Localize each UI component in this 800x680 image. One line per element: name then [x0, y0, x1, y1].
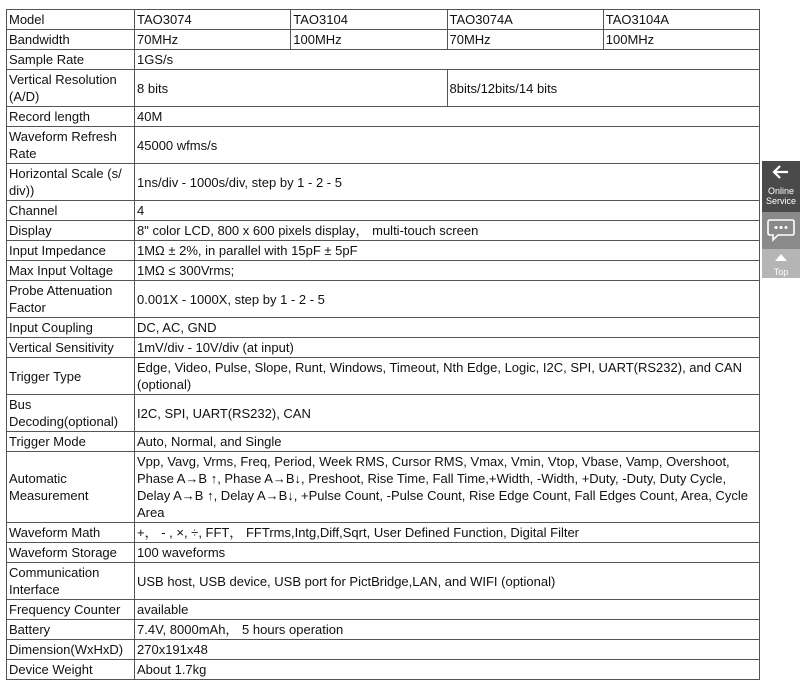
table-label: Battery: [7, 620, 135, 640]
table-cell: 45000 wfms/s: [135, 127, 760, 164]
table-cell: Vpp, Vavg, Vrms, Freq, Period, Week RMS, Cursor RMS, Vmax, Vmin, Vtop, Vbase, Vamp, Overshoot, Phase A→B ↑, Phase A→B↓, Preshoot, Rise Time, Fall Time,+Width, -Width, +Duty, -Duty, Duty Cycle, Delay A→B ↑, Delay A→B↓, +Pulse Count, -Pulse Count, Rise Edge Count, Fall Edges Count, Area, Cycle Area: [135, 452, 760, 523]
table-row: [7, 543, 760, 563]
table-label: Dimension(WxHxD): [7, 640, 135, 660]
table-cell: 4: [135, 201, 760, 221]
table-cell: USB host, USB device, USB port for PictBridge,LAN, and WIFI (optional): [135, 563, 760, 600]
table-label: Sample Rate: [7, 50, 135, 70]
table-cell: I2C, SPI, UART(RS232), CAN: [135, 395, 760, 432]
table-row-bandwidth: [7, 30, 760, 50]
table-row: [7, 432, 760, 452]
table-label: Vertical Resolution (A/D): [7, 70, 135, 107]
online-service-label: Online Service: [765, 186, 796, 206]
table-row: [7, 660, 760, 680]
table-row: [7, 241, 760, 261]
table-label: Bandwidth: [7, 30, 135, 50]
back-arrow-icon: [762, 161, 800, 186]
table-cell: 70MHz: [135, 30, 291, 50]
table-row: [7, 620, 760, 640]
table-label: Waveform Storage: [7, 543, 135, 563]
table-row: [7, 600, 760, 620]
table-label: Input Coupling: [7, 318, 135, 338]
table-cell: 1mV/div - 10V/div (at input): [135, 338, 760, 358]
table-row-sample-rate: [7, 50, 760, 70]
spec-table: [6, 9, 760, 680]
table-cell: 8bits/12bits/14 bits: [447, 70, 760, 107]
table-cell: 7.4V, 8000mAh， 5 hours operation: [135, 620, 760, 640]
table-cell: 1GS/s: [135, 50, 760, 70]
table-cell: DC, AC, GND: [135, 318, 760, 338]
table-label: Input Impedance: [7, 241, 135, 261]
top-label: Top: [773, 267, 789, 277]
table-cell: 1MΩ ± 2%, in parallel with 15pF ± 5pF: [135, 241, 760, 261]
table-label: Trigger Mode: [7, 432, 135, 452]
table-row: [7, 261, 760, 281]
table-row: [7, 358, 760, 395]
table-label: Automatic Measurement: [7, 452, 135, 523]
table-label: Vertical Sensitivity: [7, 338, 135, 358]
table-cell: available: [135, 600, 760, 620]
table-row: [7, 281, 760, 318]
table-cell: 1ns/div - 1000s/div, step by 1 - 2 - 5: [135, 164, 760, 201]
table-cell: TAO3074: [135, 10, 291, 30]
table-cell: +， - , ×, ÷, FFT， FFTrms,Intg,Diff,Sqrt, User Defined Function, Digital Filter: [135, 523, 760, 543]
table-cell: 100 waveforms: [135, 543, 760, 563]
top-button[interactable]: [762, 249, 800, 278]
table-cell: TAO3104A: [603, 10, 759, 30]
table-row: [7, 563, 760, 600]
table-cell: 270x191x48: [135, 640, 760, 660]
table-label: Horizontal Scale (s/ div)): [7, 164, 135, 201]
table-label: Communication Interface: [7, 563, 135, 600]
table-cell: 40M: [135, 107, 760, 127]
table-cell: 70MHz: [447, 30, 603, 50]
table-cell: 0.001X - 1000X, step by 1 - 2 - 5: [135, 281, 760, 318]
table-label: Display: [7, 221, 135, 241]
chat-icon: [762, 212, 800, 248]
table-cell: TAO3104: [291, 10, 447, 30]
table-cell: 100MHz: [603, 30, 759, 50]
table-cell: TAO3074A: [447, 10, 603, 30]
table-label: Device Weight: [7, 660, 135, 680]
table-cell: 8" color LCD, 800 x 600 pixels display， multi-touch screen: [135, 221, 760, 241]
table-label: Waveform Refresh Rate: [7, 127, 135, 164]
table-label: Record length: [7, 107, 135, 127]
table-row: [7, 338, 760, 358]
table-label: Waveform Math: [7, 523, 135, 543]
table-label: Model: [7, 10, 135, 30]
table-row-model: [7, 10, 760, 30]
table-cell: Edge, Video, Pulse, Slope, Runt, Windows, Timeout, Nth Edge, Logic, I2C, SPI, UART(RS232), and CAN (optional): [135, 358, 760, 395]
table-row: [7, 452, 760, 523]
table-cell: 1MΩ ≤ 300Vrms;: [135, 261, 760, 281]
table-label: Channel: [7, 201, 135, 221]
table-row: [7, 107, 760, 127]
online-service-button[interactable]: [762, 161, 800, 212]
table-row: [7, 201, 760, 221]
table-cell: Auto, Normal, and Single: [135, 432, 760, 452]
table-label: Frequency Counter: [7, 600, 135, 620]
table-row: [7, 318, 760, 338]
table-row: [7, 164, 760, 201]
table-row-vertical-resolution: [7, 70, 760, 107]
table-row: [7, 127, 760, 164]
table-cell: 100MHz: [291, 30, 447, 50]
spec-table-body: [7, 10, 760, 680]
table-label: Probe Attenuation Factor: [7, 281, 135, 318]
table-label: Max Input Voltage: [7, 261, 135, 281]
table-label: Bus Decoding(optional): [7, 395, 135, 432]
table-cell: About 1.7kg: [135, 660, 760, 680]
table-row: [7, 221, 760, 241]
table-row: [7, 640, 760, 660]
up-arrow-icon: [762, 249, 800, 267]
chat-button[interactable]: [762, 212, 800, 249]
table-cell: 8 bits: [135, 70, 448, 107]
table-row: [7, 395, 760, 432]
table-row: [7, 523, 760, 543]
table-label: Trigger Type: [7, 358, 135, 395]
